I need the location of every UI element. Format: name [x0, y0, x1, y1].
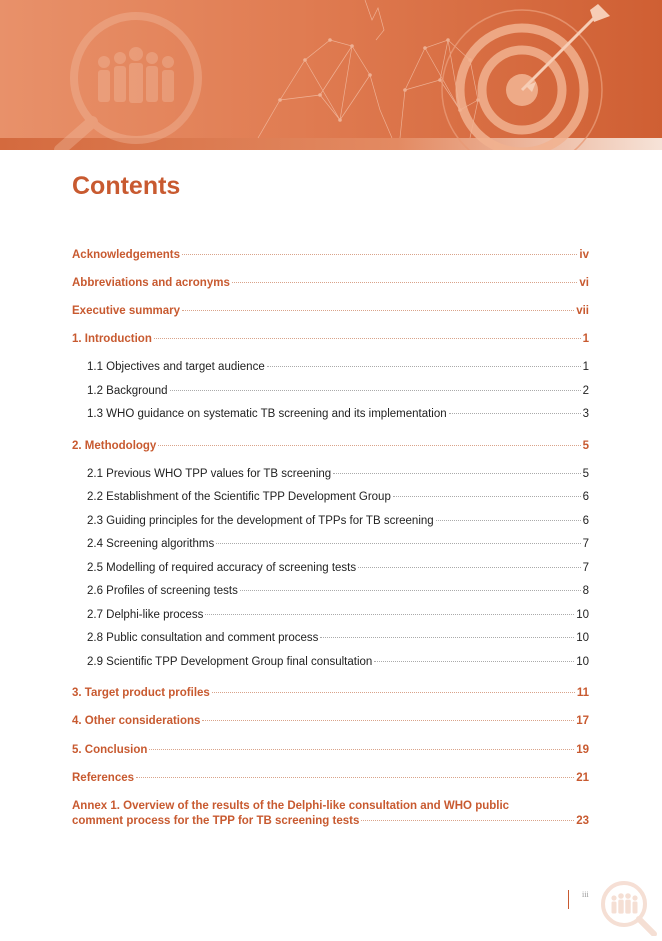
- toc-entry-page: 10: [576, 632, 589, 644]
- dot-leader: [374, 661, 574, 662]
- toc-entry-page: 1: [582, 361, 589, 373]
- toc-entry-label: 2.4 Screening algorithms: [87, 538, 215, 550]
- dot-leader: [158, 445, 580, 446]
- dot-leader: [136, 777, 574, 778]
- toc-entry-annex1-line1[interactable]: Annex 1. Overview of the results of the Delphi-like consultation and WHO public: [72, 800, 510, 812]
- toc-entry-2-8[interactable]: [87, 631, 589, 645]
- toc-entry-1-3[interactable]: [87, 407, 589, 421]
- toc-entry-label: 2.8 Public consultation and comment process: [87, 632, 319, 644]
- dot-leader: [216, 543, 580, 544]
- toc-entry-methodology[interactable]: [72, 439, 589, 453]
- toc-entry-page: 2: [582, 385, 589, 397]
- dot-leader: [170, 390, 581, 391]
- toc-entry-target-product-profiles[interactable]: [72, 686, 589, 700]
- toc-entry-page: 6: [582, 491, 589, 503]
- toc-entry-page: 10: [576, 656, 589, 668]
- toc-entry-label: comment process for the TPP for TB screening tests: [72, 815, 360, 827]
- toc-entry-page: 17: [576, 715, 589, 727]
- toc-entry-1-2[interactable]: [87, 384, 589, 398]
- toc-entry-2-9[interactable]: [87, 655, 589, 669]
- toc-entry-page: 1: [582, 333, 589, 345]
- toc-entry-2-6[interactable]: [87, 584, 589, 598]
- dot-leader: [449, 413, 581, 414]
- dot-leader: [182, 310, 574, 311]
- toc-entry-label: 3. Target product profiles: [72, 687, 210, 699]
- toc-entry-conclusion[interactable]: [72, 743, 589, 757]
- toc-entry-label: 1.2 Background: [87, 385, 168, 397]
- dot-leader: [205, 614, 574, 615]
- toc-entry-label: Acknowledgements: [72, 249, 180, 261]
- toc-entry-label: References: [72, 772, 135, 784]
- toc-entry-acknowledgements[interactable]: [72, 248, 589, 262]
- people-magnifier-icon: [598, 878, 662, 941]
- toc-entry-2-3[interactable]: [87, 514, 589, 528]
- toc-entry-1-1[interactable]: [87, 360, 589, 374]
- dot-leader: [232, 282, 578, 283]
- dot-leader: [202, 720, 574, 721]
- dot-leader: [436, 520, 581, 521]
- toc-entry-page: 21: [576, 772, 589, 784]
- toc-entry-2-5[interactable]: [87, 561, 589, 575]
- toc-entry-page: 5: [582, 440, 589, 452]
- toc-entry-abbreviations[interactable]: [72, 276, 589, 290]
- toc-entry-label: 2.6 Profiles of screening tests: [87, 585, 238, 597]
- dot-leader: [393, 496, 581, 497]
- toc-entry-page: 5: [582, 468, 589, 480]
- toc-entry-page: vii: [576, 305, 589, 317]
- toc-entry-references[interactable]: [72, 771, 589, 785]
- toc-entry-label: 2.3 Guiding principles for the development of TPPs for TB screening: [87, 515, 434, 527]
- toc-entry-page: 23: [576, 815, 589, 827]
- toc-entry-label: 2.5 Modelling of required accuracy of screening tests: [87, 562, 357, 574]
- toc-entry-label: 1.1 Objectives and target audience: [87, 361, 265, 373]
- toc-entry-page: 8: [582, 585, 589, 597]
- toc-entry-2-7[interactable]: [87, 608, 589, 622]
- dot-leader: [333, 473, 580, 474]
- dot-leader: [149, 749, 574, 750]
- toc-entry-page: 6: [582, 515, 589, 527]
- dot-leader: [240, 590, 581, 591]
- toc-entry-introduction[interactable]: [72, 332, 589, 346]
- header-banner: [0, 0, 662, 150]
- toc-entry-executive-summary[interactable]: [72, 304, 589, 318]
- toc-entry-page: 10: [576, 609, 589, 621]
- toc-entry-label: 2.7 Delphi-like process: [87, 609, 204, 621]
- toc-entry-2-2[interactable]: [87, 490, 589, 504]
- dot-leader: [182, 254, 577, 255]
- toc-entry-2-4[interactable]: [87, 537, 589, 551]
- toc-entry-page: 7: [582, 562, 589, 574]
- toc-entry-label: 2.2 Establishment of the Scientific TPP Development Group: [87, 491, 391, 503]
- toc-entry-page: vi: [579, 277, 589, 289]
- toc-entry-annex1[interactable]: [72, 814, 589, 828]
- dot-leader: [358, 567, 580, 568]
- toc-entry-other-considerations[interactable]: [72, 714, 589, 728]
- dot-leader: [320, 637, 574, 638]
- toc-entry-2-1[interactable]: [87, 467, 589, 481]
- toc-entry-label: 4. Other considerations: [72, 715, 201, 727]
- dot-leader: [267, 366, 581, 367]
- toc-entry-page: 19: [576, 744, 589, 756]
- dot-leader: [154, 338, 581, 339]
- dot-leader: [212, 692, 575, 693]
- toc-entry-label: 2.1 Previous WHO TPP values for TB screening: [87, 468, 332, 480]
- toc-entry-label: 1. Introduction: [72, 333, 152, 345]
- page-title: Contents: [72, 172, 181, 200]
- toc-entry-label: 5. Conclusion: [72, 744, 148, 756]
- toc-entry-page: 11: [576, 687, 589, 699]
- page-number: iii: [582, 890, 589, 899]
- toc-entry-label: Executive summary: [72, 305, 181, 317]
- toc-entry-page: 7: [582, 538, 589, 550]
- toc-entry-label: Abbreviations and acronyms: [72, 277, 230, 289]
- footer-divider: [568, 890, 569, 909]
- toc-entry-page: 3: [582, 408, 589, 420]
- toc-entry-label: 2.9 Scientific TPP Development Group final consultation: [87, 656, 373, 668]
- toc-entry-label: 1.3 WHO guidance on systematic TB screening and its implementation: [87, 408, 447, 420]
- dot-leader: [361, 820, 574, 821]
- toc-entry-label: 2. Methodology: [72, 440, 157, 452]
- toc-entry-page: iv: [579, 249, 589, 261]
